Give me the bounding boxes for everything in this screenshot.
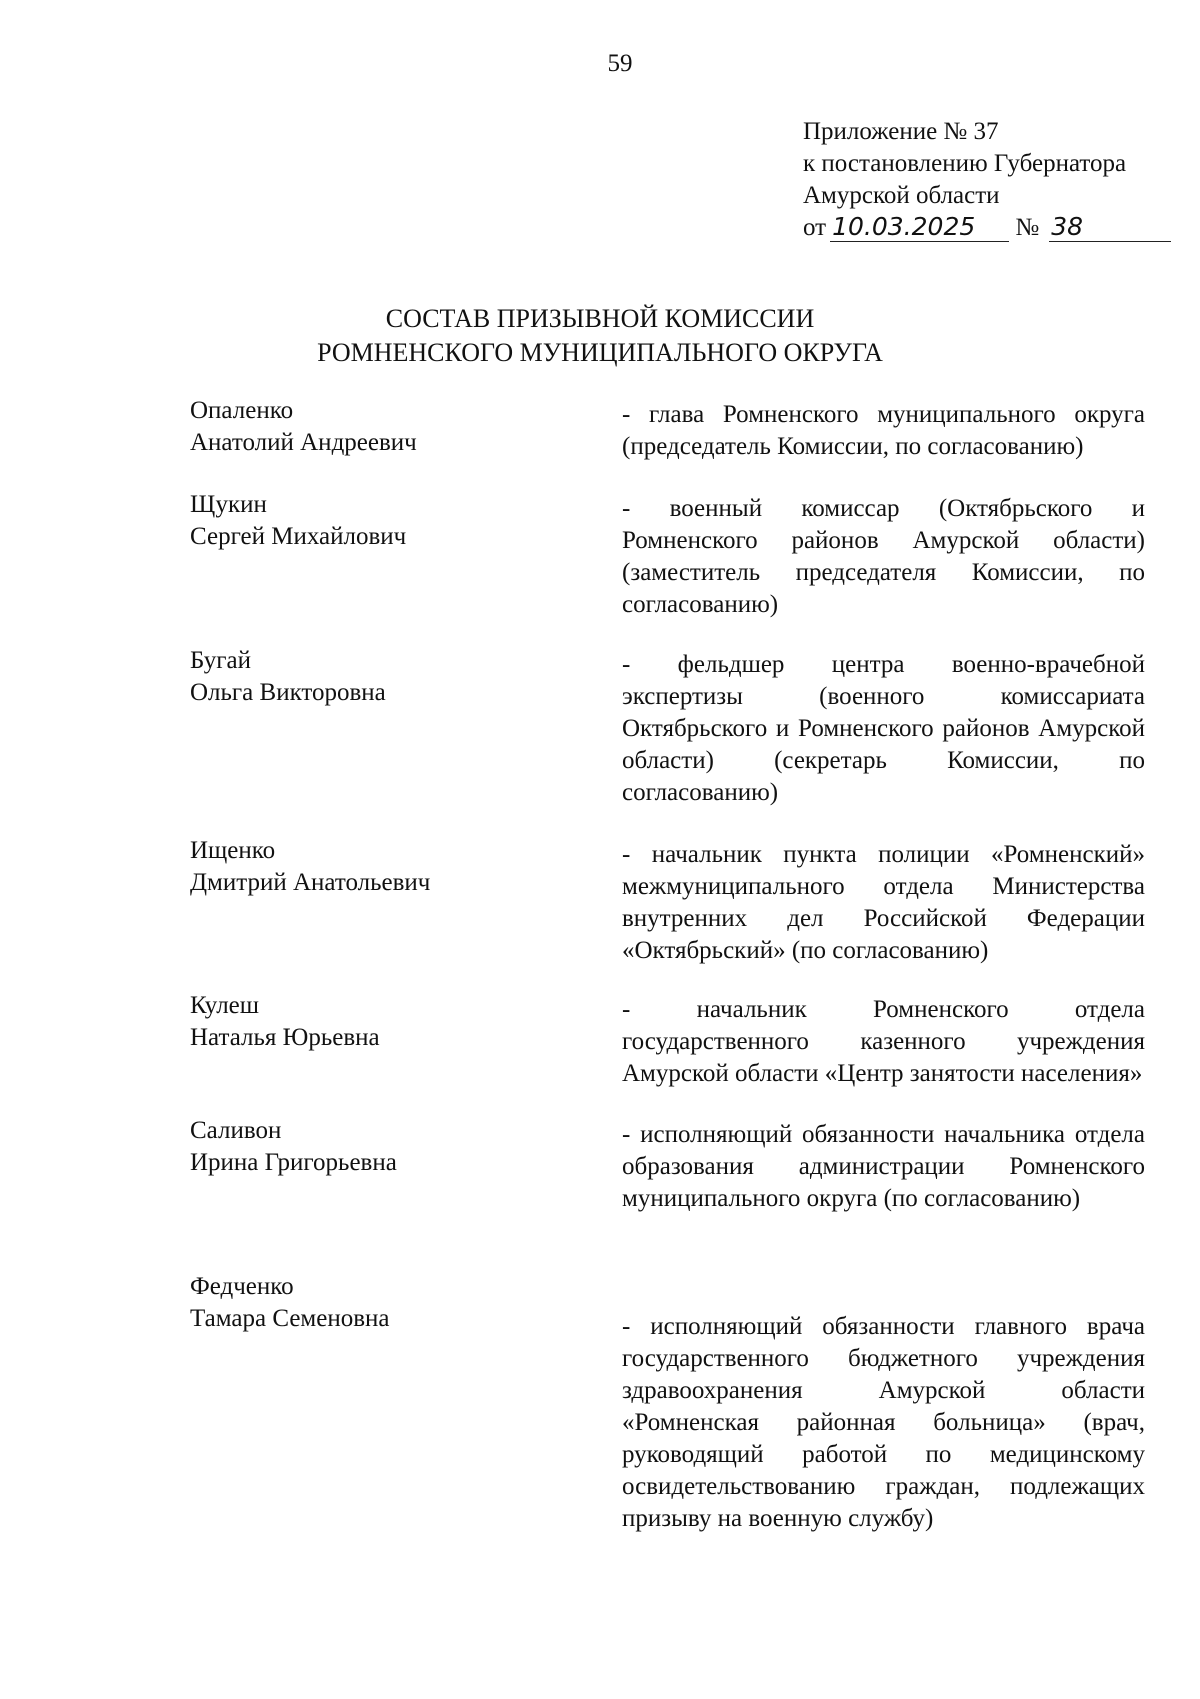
member-surname: Ищенко <box>190 837 276 864</box>
member-given-names: Анатолий Андреевич <box>190 429 417 456</box>
document-title <box>0 302 1200 370</box>
member-surname: Бугай <box>190 647 251 674</box>
member-name <box>190 835 590 899</box>
member-surname: Щукин <box>190 491 267 518</box>
member-given-names: Дмитрий Анатольевич <box>190 869 431 896</box>
member-given-names: Тамара Семеновна <box>190 1305 390 1332</box>
member-role: - начальник пункта полиции «Ромненский» межмуниципального отдела Министерства внутренних дел Российской Федерации «Октябрьский» (по согласованию) <box>622 841 1145 964</box>
member-role: - исполняющий обязанности главного врача государственного бюджетного учреждения здравоохранения Амурской области «Ромненская районная больница» (врач, руководящий работой по медицинскому освидетельствованию граждан, подлежащих призыву на военную службу) <box>622 1313 1145 1532</box>
member-surname: Федченко <box>190 1273 294 1300</box>
appendix-block <box>803 116 1183 244</box>
member-name <box>190 1271 590 1335</box>
member-name <box>190 395 590 459</box>
member-given-names: Ольга Викторовна <box>190 679 386 706</box>
appendix-line-3: Амурской области <box>803 182 1000 209</box>
title-line-2: РОМНЕНСКОГО МУНИЦИПАЛЬНОГО ОКРУГА <box>317 338 883 367</box>
member-given-names: Наталья Юрьевна <box>190 1024 380 1051</box>
number-prefix: № <box>1015 214 1040 241</box>
member-given-names: Ирина Григорьевна <box>190 1149 397 1176</box>
handwritten-date: 10.03.2025 <box>830 213 1009 242</box>
member-name <box>190 1115 590 1179</box>
date-prefix: от <box>803 214 827 241</box>
appendix-line-2: к постановлению Губернатора <box>803 150 1127 177</box>
member-role: - глава Ромненского муниципального округа (председатель Комиссии, по согласованию) <box>622 401 1145 460</box>
page-number: 59 <box>607 50 633 77</box>
member-surname: Саливон <box>190 1117 282 1144</box>
member-name <box>190 645 590 709</box>
appendix-line-1: Приложение № 37 <box>803 118 999 145</box>
member-role: - исполняющий обязанности начальника отдела образования администрации Ромненского муниципального округа (по согласованию) <box>622 1121 1145 1212</box>
appendix-date-line <box>803 212 1183 244</box>
member-role: - военный комиссар (Октябрьского и Ромненского районов Амурской области) (заместитель председателя Комиссии, по согласованию) <box>622 495 1145 618</box>
member-given-names: Сергей Михайлович <box>190 523 407 550</box>
member-surname: Кулеш <box>190 992 260 1019</box>
member-name <box>190 489 590 553</box>
member-role: - фельдшер центра военно-врачебной экспертизы (военного комиссариата Октябрьского и Ромненского районов Амурской области) (секретарь Комиссии, по согласованию) <box>622 651 1145 806</box>
member-surname: Опаленко <box>190 397 294 424</box>
member-role: - начальник Ромненского отдела государственного казенного учреждения Амурской области «Центр занятости населения» <box>622 996 1145 1087</box>
title-line-1: СОСТАВ ПРИЗЫВНОЙ КОМИССИИ <box>385 304 815 333</box>
member-name <box>190 990 590 1054</box>
handwritten-number: 38 <box>1049 213 1171 242</box>
